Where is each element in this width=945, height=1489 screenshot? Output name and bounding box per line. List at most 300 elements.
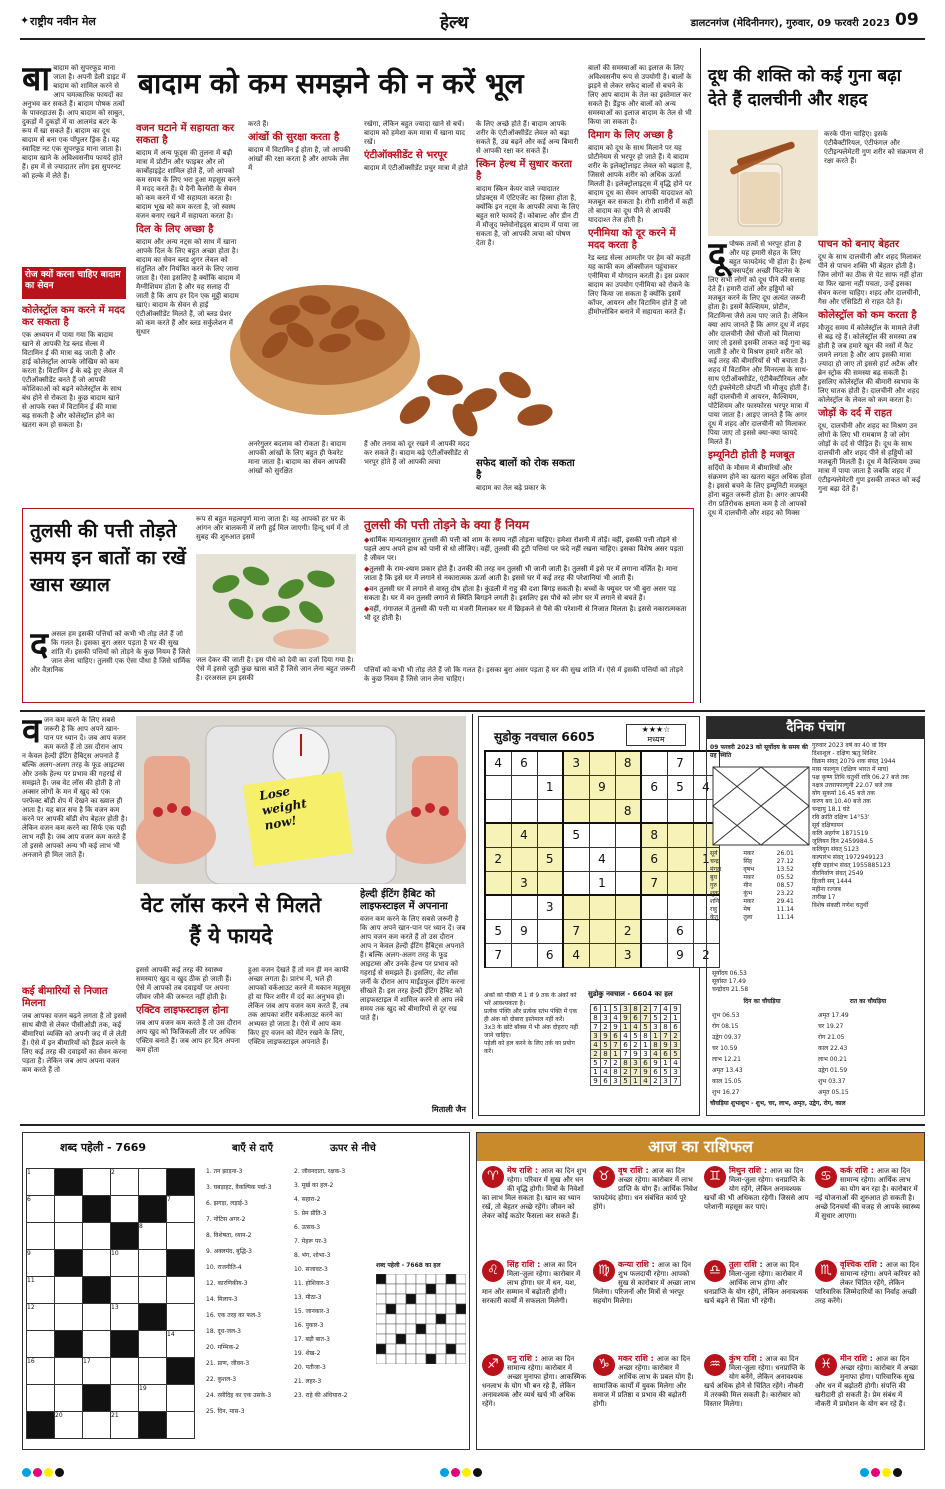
crossword-cell[interactable] xyxy=(83,1223,111,1250)
crossword-prev-grid xyxy=(376,1274,466,1364)
sudoku-solution-cell: 7 xyxy=(631,1068,641,1077)
down-clues xyxy=(294,1168,374,1446)
crossword-solution-cell xyxy=(436,1294,446,1304)
crossword-cell[interactable] xyxy=(111,1331,139,1358)
sudoku-solution-cell: 2 xyxy=(661,1014,671,1023)
across-clue: 25. दिन, मास-3 xyxy=(206,1408,245,1415)
crossword-cell[interactable] xyxy=(139,1277,167,1304)
crossword-cell[interactable] xyxy=(111,1196,139,1223)
rashi-card xyxy=(704,1354,809,1442)
sudoku-solution-cell: 5 xyxy=(641,1023,651,1032)
crossword-cell[interactable]: 2 xyxy=(111,1169,139,1196)
almond-col-4b: हैं और तनाव को दूर रखने में आपकी मदद कर सकते हैं। बादाम बढ़े एंटीऑक्सीडेंट से भरपूर होते हैं जो आपकी त्वचा xyxy=(364,440,470,466)
crossword-cell[interactable]: 16 xyxy=(27,1358,55,1385)
crossword-cell[interactable] xyxy=(55,1277,83,1304)
crossword-cell[interactable] xyxy=(139,1331,167,1358)
tulsi-headline: तुलसी की पत्ती तोड़ते समय इन बातों का रखें खास ख्याल xyxy=(30,520,186,596)
sudoku-solution-cell: 9 xyxy=(631,1050,641,1059)
down-clue: 4. सहारा-2 xyxy=(294,1196,321,1203)
panchang-line: विक्रम संवत् 2079 शक संवत् 1944 xyxy=(812,758,896,765)
masthead xyxy=(0,0,945,42)
sudoku-cell: 4 xyxy=(589,847,615,871)
sudoku-cell xyxy=(589,943,615,967)
across-clue: 10. राजनीति-4 xyxy=(206,1264,242,1271)
crossword-cell[interactable] xyxy=(55,1304,83,1331)
cinnamon-headline: दूध की शक्ति को कई गुना बढ़ा देते हैं दालचीनी और शहद xyxy=(708,66,902,110)
weight-col-4: हेल्दी ईटिंग हैबिट को लाइफस्टाइल में अपनाना वजन कम करने के लिए सबसे जरूरी है कि आप अपने खान-पान पर ध्यान दें। जब आप वजन कम करते हैं तो उस दौरान आप न केवल हेल्दी ईटिंग हैबिट्स अपनाते हैं। बल्कि अलग-अलग तरह के फूड आइटम्स और उनके हेल्थ पर प्रभाव को गहराई से समझते हैं। इसलिए, वेट लॉस जर्नी के दौरान आप माईंडफुल ईटिंग करना सीखते हैं। इस तरह हेल्दी ईटिंग हैबिट को लाइफस्टाइल में शामिल करने से आप लंबे समय तक खुद को बीमारियों से दूर रख पाते हैं। xyxy=(360,889,466,1022)
sudoku-solution-cell: 8 xyxy=(621,1059,631,1068)
sudoku-cell xyxy=(667,799,693,823)
crossword-cell[interactable] xyxy=(55,1331,83,1358)
sudoku-cell xyxy=(485,823,511,847)
sudoku-solution-cell: 1 xyxy=(601,1005,611,1014)
crossword-cell[interactable] xyxy=(55,1385,83,1412)
sudoku-solution-cell: 3 xyxy=(671,1068,681,1077)
crossword-solution-cell xyxy=(406,1294,416,1304)
sudoku-solution-cell: 9 xyxy=(611,1023,621,1032)
sudoku-cell: 7 xyxy=(563,919,589,943)
rashi-text: आज का दिन मिला-जुला रहेगा। धनप्राप्ति के योग बनेंगे, लेकिन अनावश्यक खर्च अधिक होने से चिंतित रहेंगे। नौकरी में तरक्की मिल सकती है। कारोबार को विस्तार मिलेगा। xyxy=(704,1355,805,1408)
panchang-line: वीरनिर्वाण संवत् 2549 xyxy=(812,870,864,877)
crossword-solution-cell xyxy=(426,1284,436,1294)
crossword-solution-cell xyxy=(376,1284,386,1294)
across-clues xyxy=(206,1168,292,1446)
crossword-cell[interactable] xyxy=(167,1250,195,1277)
crossword-solution-cell xyxy=(456,1354,466,1364)
sudoku-solution-cell: 9 xyxy=(671,1005,681,1014)
panchang-line: रवि क्रांति दक्षिण 14°53' xyxy=(812,814,870,821)
crossword-cell[interactable] xyxy=(111,1277,139,1304)
crossword-solution-cell xyxy=(436,1334,446,1344)
sudoku-cell: 2 xyxy=(615,919,641,943)
sudoku-cell: 8 xyxy=(615,799,641,823)
crossword-cell[interactable] xyxy=(55,1223,83,1250)
crossword-cell[interactable]: 7 xyxy=(167,1196,195,1223)
crossword-cell[interactable] xyxy=(139,1412,167,1439)
crossword-cell[interactable] xyxy=(111,1358,139,1385)
crossword-cell[interactable] xyxy=(167,1223,195,1250)
sudoku-cell xyxy=(641,919,667,943)
crossword-cell[interactable] xyxy=(167,1358,195,1385)
sudoku-cell: 7 xyxy=(485,943,511,967)
column-rule xyxy=(700,48,701,703)
crossword-cell[interactable] xyxy=(167,1277,195,1304)
sudoku-cell: 3 xyxy=(511,871,537,895)
almond-headline: बादाम को कम समझने की न करें भूल xyxy=(138,67,524,100)
panchang-line: सृष्टि ग्रहारंभ संवत् 1955885123 xyxy=(812,862,891,869)
chog-row: चर 10.59 xyxy=(712,1045,738,1052)
planet-row: बुध मकर 05.52 xyxy=(710,874,794,881)
crossword-solution-cell xyxy=(406,1314,416,1324)
rashi-card xyxy=(815,1260,920,1348)
rashi-name: मीन राशि : xyxy=(840,1354,876,1363)
sudoku-solution-cell: 7 xyxy=(661,1032,671,1041)
down-clue: 10. सजावट-3 xyxy=(294,1266,328,1273)
crossword-solution-cell xyxy=(396,1304,406,1314)
sudoku-prev-title: सुडोकु नवचाल - 6604 का हल xyxy=(588,990,673,998)
sudoku-solution-cell: 8 xyxy=(601,1050,611,1059)
almond-intro: बाबादाम को सुपरफूड माना जाता है। अपनी डेली डाइट में बादाम को शामिल करने से आप चमत्कारिक फायदों का अनुभव कर सकते हैं। बादाम पोषक तत्वों के पावरहाउस हैं। आप बादाम को साबुत, दुकड़ों में दुकड़ों में या आलमंड बटर के रूप में खा सकते हैं। बादाम का दूध बादाम से बना एक पॉपुलर ड्रिंक है। यह स्वादिष्ट नट एक सुपरफूड माना जाता है। बादाम खाने के अविश्वसनीय फायदे होते हैं। हम में से ज्यादातर लोग इस सुपरनट को हल्के में लेते हैं। xyxy=(22,64,126,180)
sudoku-solution-cell: 6 xyxy=(591,1005,601,1014)
sudoku-solution-cell: 5 xyxy=(591,1059,601,1068)
sudoku-cell xyxy=(589,751,615,775)
crossword-solution-cell xyxy=(446,1354,456,1364)
tulsi-rules-title: तुलसी की पत्ती तोड़ने के क्या हैं नियम xyxy=(364,518,529,532)
crossword-cell[interactable] xyxy=(167,1304,195,1331)
tulsi-col-left: दअसल हम इसकी पत्तियों को कभी भी तोड़ लेते हैं जो कि गलत है। इसका बुरा असर पड़ता है घर की सुख शांति में। इसकी पत्तियों को तोड़ने के कुछ नियम हैं जिसे जान लेना चाहिए। तुलसी एक ऐसा पौधा है जिसे धार्मिक और वैज्ञानिक xyxy=(30,630,191,674)
planet-row: शनि मकर 29.41 xyxy=(710,898,794,905)
sudoku-solution-cell: 7 xyxy=(601,1059,611,1068)
sudoku-solution-cell: 5 xyxy=(661,1068,671,1077)
sudoku-cell xyxy=(563,799,589,823)
planet-row: गुरु मीन 08.57 xyxy=(710,882,794,889)
sudoku-solution-cell: 1 xyxy=(661,1059,671,1068)
panchang-line: कलियुग संवत् 5123 xyxy=(812,846,859,853)
sudoku-solution-cell: 5 xyxy=(601,1041,611,1050)
crossword-solution-cell xyxy=(396,1274,406,1284)
chog-row: चर 19.27 xyxy=(818,1023,844,1030)
crossword-cell[interactable]: 9 xyxy=(27,1250,55,1277)
crossword-cell[interactable] xyxy=(83,1304,111,1331)
planet-row: केतु तुला 11.14 xyxy=(710,914,794,921)
planet-row: मंगल वृषभ 13.52 xyxy=(710,866,794,873)
crossword-cell[interactable] xyxy=(167,1412,195,1439)
sudoku-cell xyxy=(615,895,641,919)
rashi-card xyxy=(482,1166,587,1254)
crossword-cell[interactable] xyxy=(27,1385,55,1412)
sudoku-cell xyxy=(589,919,615,943)
crossword-solution-cell xyxy=(396,1294,406,1304)
zodiac-icon: ♏ xyxy=(815,1260,837,1282)
tulsi-col-mid-bot: जल देकर की जाती है। इस पौधे को देवी का दर्जा दिया गया है। ऐसे में इससे जुड़ी कुछ खास बातें हैं जिसे जान लेना बहुत जरूरी है। दरअसल हम इसकी xyxy=(196,656,356,682)
rashi-name: कन्या राशि : xyxy=(618,1260,658,1269)
sudoku-solution-cell: 4 xyxy=(631,1023,641,1032)
crossword-cell[interactable]: 10 xyxy=(111,1250,139,1277)
crossword-cell[interactable]: 13 xyxy=(111,1304,139,1331)
crossword-cell[interactable] xyxy=(83,1277,111,1304)
zodiac-icon: ♊ xyxy=(704,1166,726,1188)
crossword-solution-cell xyxy=(416,1304,426,1314)
rashi-text: आज का दिन सामान्य रहेगा। आर्थिक लाभ का योग बन रहा है। कारोबार में नई योजनाओं की शुरुआत हो सकती है। अच्छे दिनचर्या की वजह से आपके स्वास्थ्य में सुधार आएगा। xyxy=(815,1167,920,1220)
panchang-line: जूलियन दिन 2459984.5 xyxy=(812,838,874,845)
sudoku-solution-cell: 1 xyxy=(631,1077,641,1086)
crossword-solution-cell xyxy=(386,1324,396,1334)
crossword-cell[interactable] xyxy=(55,1169,83,1196)
crossword-solution-cell xyxy=(376,1294,386,1304)
almond-col-3: करते हैं। आंखों की सुरक्षा करता है बादाम में विटामिन ई होता है, जो आपकी आंखों की रक्षा करता है और आपके लेंस में xyxy=(248,120,351,172)
sudoku-cell xyxy=(537,871,563,895)
sudoku-solution-cell: 4 xyxy=(641,1077,651,1086)
paper-name: राष्ट्रीय नवीन मेल xyxy=(30,15,96,28)
panchang-line: नक्षत्र उत्तराफाल्गुनी 22.07 बजे तक xyxy=(812,782,893,789)
sudoku-solution-cell: 4 xyxy=(651,1050,661,1059)
rashi-card xyxy=(482,1260,587,1348)
crossword-solution-cell xyxy=(436,1274,446,1284)
crossword-cell[interactable]: 11 xyxy=(27,1277,55,1304)
down-clue: 16. पुकार-3 xyxy=(294,1322,324,1329)
crossword-cell[interactable] xyxy=(27,1412,55,1439)
crossword-cell[interactable] xyxy=(83,1412,111,1439)
crossword-cell[interactable] xyxy=(27,1223,55,1250)
sudoku-solution-cell: 6 xyxy=(621,1041,631,1050)
sudoku-cell xyxy=(615,775,641,799)
sudoku-cell xyxy=(563,775,589,799)
sudoku-solution-cell: 2 xyxy=(641,1005,651,1014)
almond-col-3b: अनरेगुलर बदलाव को रोकता है। बादाम आपकी आंखों के लिए बहुत ही फेवरेट माना जाता है। बादाम का सेवन आपकी आंखों को सुरक्षित xyxy=(248,440,346,475)
crossword-title: शब्द पहेली - 7669 xyxy=(60,1141,147,1154)
almond-col-6: बालों की समस्याओं का इलाज के लिए अविश्वसनीय रूप से उपयोगी है। बालों के झड़ने से लेकर सफेद बालों से बचने के लिए आप बादाम के तेल का इस्तेमाल कर सकते हैं। डैंड्रफ और बालों को अन्य समस्याओं का इलाज बादाम के तेल से भी किया जा सकता है। दिमाग के लिए अच्छा है बादाम को दूध के साथ मिलाने पर यह प्रोटीनेयम से भरपूर हो जाते हैं। ये बादाम शरीर के इलेक्ट्रोलाइट लेवल को बढ़ाता है, जिससे आपके शरीर को अधिक ऊर्जा मिलती है। इलेक्ट्रोलाइट्स में वृद्धि होने पर बादाम दूध का सेवन आपकी याददाश्त को मजबूत कर सकता है। रोगी शारीरों में कहीं तो बादाम का दूध पीने से आपकी याददाश्त तेज होती है। एनीमिया को दूर करने में मदद करता है रेड ब्लड सेल्स आमतौर पर हेम को कहती यह काफी कम ऑक्सीजन पहुंचाकर एनीमिया में योगदान करती है। इस प्रकार बादाम का उपयोग एनीमिया को रोकने के लिए किया जा सकता है क्योंकि इसमें कॉपर, आयरन और विटामिन होते हैं जो हीमोग्लोबिन बनाने में सहायता करते हैं। xyxy=(588,64,693,316)
across-clue: 1. तन झाड़ना-3 xyxy=(206,1168,243,1175)
tulsi-rule: ◆ धार्मिक मान्यतानुसार तुलसी की पत्ती को शाम के समय नहीं तोड़ना चाहिए। हमेशा रोशनी में तोड़ें। वहीं, इसकी पत्ती तोड़ने से पहले आप अपने हाथ को पानी से धो लीजिए। वहीं, तुलसी की टूटी पत्तियां पर फंदे नहीं रखना चाहिए। इसका विशेष असर पड़ता है जीवन पर। xyxy=(364,536,688,563)
crossword-cell[interactable] xyxy=(55,1196,83,1223)
crossword-cell[interactable] xyxy=(139,1304,167,1331)
crossword-cell[interactable]: 12 xyxy=(27,1304,55,1331)
sudoku-cell: 1 xyxy=(537,775,563,799)
sudoku-solution-cell: 4 xyxy=(671,1059,681,1068)
crossword-cell[interactable] xyxy=(83,1331,111,1358)
sudoku-title: सुडोकु नवचाल 6605 xyxy=(494,730,595,744)
crossword-cell[interactable]: 6 xyxy=(27,1196,55,1223)
across-clue: 20. मम्भिक-2 xyxy=(206,1344,240,1351)
across-clue: 3. घबड़ाहट, वैकल्पिक पर्दा-3 xyxy=(206,1184,272,1191)
across-clue: 22. कुशल-3 xyxy=(206,1376,237,1383)
crossword-solution-cell xyxy=(396,1344,406,1354)
sudoku-solution-cell: 3 xyxy=(641,1050,651,1059)
sudoku-cell: 1 xyxy=(589,871,615,895)
rashi-name: सिंह राशि : xyxy=(507,1260,544,1269)
crossword-grid xyxy=(26,1168,195,1439)
crossword-cell[interactable]: 21 xyxy=(111,1412,139,1439)
sudoku-solution-cell: 3 xyxy=(621,1005,631,1014)
crossword-cell[interactable] xyxy=(139,1196,167,1223)
sudoku-solution-cell: 8 xyxy=(641,1032,651,1041)
cinnamon-right-col: करके पीना चाहिए। इसके एंटीबैक्टीरियल, एंटीफंगल और एंटीइन्फ्लेमेटरी गुण शरीर को संक्रमण से रक्षा करते हैं। xyxy=(824,130,924,165)
sudoku-solution-cell: 2 xyxy=(671,1032,681,1041)
sudoku-cell: 8 xyxy=(641,823,667,847)
chog-row: शुभ 06.53 xyxy=(712,1012,740,1019)
crossword-cell[interactable] xyxy=(167,1385,195,1412)
zodiac-icon: ♋ xyxy=(815,1166,837,1188)
sudoku-cell xyxy=(641,751,667,775)
crossword-solution-cell xyxy=(436,1354,446,1364)
crossword-cell[interactable] xyxy=(83,1196,111,1223)
crossword-solution-cell xyxy=(436,1314,446,1324)
sudoku-solution-cell: 3 xyxy=(631,1059,641,1068)
crossword-solution-cell xyxy=(386,1284,396,1294)
bird-logo-icon: ✦ xyxy=(20,14,30,27)
rashi-text: आज का दिन अच्छा रहेगा। कारोबार में आर्थिक लाभ के प्रबल योग हैं। सामाजिक कार्यों में युवक मिलेगा और समाज में प्रतिष्ठा व प्रभाव की बढ़ोतरी होगी। xyxy=(593,1355,694,1408)
crossword-solution-cell xyxy=(376,1354,386,1364)
crossword-solution-cell xyxy=(376,1334,386,1344)
rashi-name: धनु राशि : xyxy=(507,1354,541,1363)
rashi-card xyxy=(815,1354,920,1442)
crossword-solution-cell xyxy=(416,1354,426,1364)
crossword-cell[interactable]: 14 xyxy=(167,1331,195,1358)
sudoku-solution-cell: 7 xyxy=(591,1023,601,1032)
crossword-solution-cell xyxy=(456,1284,466,1294)
across-clue: 18. दूध-जल-3 xyxy=(206,1328,241,1335)
sudoku-solution-cell: 4 xyxy=(661,1005,671,1014)
panchang-line: तारीख 17 xyxy=(812,894,836,901)
crossword-cell[interactable] xyxy=(167,1169,195,1196)
panchang-line: हिजरी सन् 1444 xyxy=(812,878,852,885)
sudoku-solution-cell: 7 xyxy=(621,1050,631,1059)
crossword-cell[interactable] xyxy=(111,1385,139,1412)
sudoku-solution-cell: 9 xyxy=(651,1059,661,1068)
page-number: 09 xyxy=(895,10,919,30)
across-clue: 16. एक तरह का फल-3 xyxy=(206,1312,261,1319)
sudoku-cell xyxy=(485,895,511,919)
panchang-title: दैनिक पंचांग xyxy=(707,717,924,739)
crossword-solution-cell xyxy=(376,1304,386,1314)
down-clue: 11. होशियार-3 xyxy=(294,1280,330,1287)
down-clue: 2. जीवनदाता, रक्षक-3 xyxy=(294,1168,346,1175)
panchang-line: चन्द्रायु 18.1 घंटे xyxy=(812,806,850,813)
sudoku-cell xyxy=(589,895,615,919)
weight-col-3: हुआ वजन देखते हैं तो मन ही मन काफी अच्छा लगता है। प्रारंभ में, भले ही आपको वर्कआउट करने में थकान महसूस हो या फिर शरीर में दर्द का अनुभव हो। लेकिन जब आप वजन कम करते हैं, तब तक आपका शरीर वर्कआउट करने का अभ्यस्त हो जाता है। ऐसे में आप कम किए हुए वजन को मेंटेन रखने के लिए, एक्टिव लाइफस्टाइल अपनाते हैं। xyxy=(248,966,351,1046)
chog-row: लाभ 12.21 xyxy=(712,1056,741,1063)
why-box: रोज क्यों करना चाहिए बादाम का सेवन xyxy=(22,267,126,299)
crossword-solution-cell xyxy=(426,1294,436,1304)
sudoku-solution-cell: 7 xyxy=(671,1077,681,1086)
sudoku-cell: 6 xyxy=(641,847,667,871)
crossword-solution-cell xyxy=(416,1274,426,1284)
crossword-solution-cell xyxy=(376,1344,386,1354)
crossword-solution-cell xyxy=(446,1304,456,1314)
sudoku-rules: अंकों को पंक्ति में 1 से 9 तक के अंकों को भरें आवश्यकता है। प्रत्येक पंक्ति और प्रत्येक स्तंभ पंक्ति में एक ही अंक को दोबारा इस्तेमाल नहीं करें। 3x3 के छोटे बॉक्स में भी अंक दोहराए नहीं जाने चाहिए। पहेली को हल करने के लिए तर्क का प्रयोग करें। xyxy=(484,992,578,1055)
tulsi-col-bottom: पत्तियों को कभी भी तोड़ लेते हैं जो कि गलत है। इसका बुरा असर पड़ता है घर की सुख शांति में। ऐसे में इसकी पत्तियों को तोड़ने के कुछ नियम हैं जिसे जान लेना चाहिए। xyxy=(364,666,683,683)
sudoku-solution-cell: 4 xyxy=(621,1032,631,1041)
crossword-cell[interactable] xyxy=(27,1331,55,1358)
rashi-text: आज का दिन सामान्य रहेगा। कारोबार में अच्छा मुनाफा होगा। आकस्मिक धनलाभ के योग भी बन रहे हैं, लेकिन अनावश्यक और व्यर्थ खर्च भी अधिक रहेंगे। xyxy=(482,1355,586,1408)
crossword-cell[interactable]: 20 xyxy=(55,1412,83,1439)
sudoku-cell xyxy=(667,871,693,895)
column-rule xyxy=(472,714,473,1119)
rashi-card xyxy=(815,1166,920,1254)
crossword-solution-cell xyxy=(456,1314,466,1324)
crossword-cell[interactable]: 1 xyxy=(27,1169,55,1196)
sudoku-cell: 2 xyxy=(693,943,719,967)
sudoku-cell: 4 xyxy=(485,751,511,775)
crossword-cell[interactable]: 19 xyxy=(139,1385,167,1412)
sudoku-cell: 5 xyxy=(563,823,589,847)
sudoku-cell xyxy=(485,871,511,895)
rashi-text: आज का दिन अच्छा रहेगा। कारोबार में अच्छा मुनाफा होगा। पारिवारिक सुख और धन में बढ़ोतरी होगी। संपत्ति की खरीदारी हो सकती है। प्रेम संबंध में नौकरी में प्रमोशन के योग बन रहे हैं। xyxy=(815,1355,918,1408)
down-clue: 6. उत्सव-3 xyxy=(294,1224,321,1231)
crossword-cell[interactable] xyxy=(55,1250,83,1277)
crossword-cell[interactable]: 17 xyxy=(83,1358,111,1385)
zodiac-icon: ♉ xyxy=(593,1166,615,1188)
crossword-solution-cell xyxy=(426,1354,436,1364)
crossword-solution-cell xyxy=(396,1324,406,1334)
planet-table xyxy=(710,850,810,990)
rashi-text: आज का दिन मिला-जुला रहेगा। कारोबार में आर्थिक लाभ होगा और धनप्राप्ति के योग रहेंगे, लेकिन अनावश्यक खर्च बढ़ने से चिंता भी रहेगी। xyxy=(704,1261,809,1305)
chog-row: लाभ 00.21 xyxy=(818,1056,847,1063)
crossword-cell[interactable] xyxy=(139,1250,167,1277)
sudoku-solution-cell: 6 xyxy=(661,1050,671,1059)
sudoku-solution-cell: 6 xyxy=(651,1068,661,1077)
sudoku-solution-cell: 4 xyxy=(611,1014,621,1023)
crossword-cell[interactable] xyxy=(55,1358,83,1385)
sudoku-cell: 9 xyxy=(589,775,615,799)
sudoku-solution-cell: 3 xyxy=(611,1077,621,1086)
section-rule xyxy=(20,1124,925,1126)
sudoku-solution-cell: 5 xyxy=(621,1077,631,1086)
sudoku-solution-cell: 3 xyxy=(601,1014,611,1023)
chog-footer: चौघड़िया शुभाशुभ - शुभ, चर, लाभ, अमृत, उद्वेग, रोग, काल xyxy=(710,1100,846,1107)
crossword-solution-cell xyxy=(436,1344,446,1354)
zodiac-icon: ♎ xyxy=(704,1260,726,1282)
sudoku-cell xyxy=(563,871,589,895)
sudoku-cell xyxy=(511,943,537,967)
sudoku-cell: 5 xyxy=(537,847,563,871)
panchang-line: सूर्य दक्षिणायन xyxy=(812,822,844,829)
rashi-text: आज का दिन शुभ फलदायी रहेगा। आपको सुख से कारोबार में अच्छा लाभ मिलेगा। परिजनों और मित्रों से भरपूर सहयोग मिलेगा। xyxy=(593,1261,696,1305)
crossword-cell[interactable] xyxy=(83,1250,111,1277)
sudoku-solution-cell: 3 xyxy=(651,1023,661,1032)
down-clue: 21. लहर-3 xyxy=(294,1378,322,1385)
crossword-solution-cell xyxy=(416,1314,426,1324)
tulsi-rule: ◆ तुलसी के राम-श्याम प्रकार होते हैं। उनकी की तरह वन तुलसी भी जानी जाती है। तुलसी में इसे पर में लगाना वर्जित है। माना जाता है कि इसे घर में लगाने से नकारात्मक ऊर्जा आती है। इससे घर में कई तरह की परेशानियां भी आती हैं। xyxy=(364,565,688,583)
sudoku-level: ★★★☆ मध्यम xyxy=(626,724,686,746)
crossword-cell[interactable] xyxy=(139,1169,167,1196)
down-clue: 5. प्रेम प्रीति-3 xyxy=(294,1210,327,1217)
crossword-solution-cell xyxy=(426,1334,436,1344)
sudoku-cell: 6 xyxy=(641,775,667,799)
almond-image xyxy=(215,205,595,445)
rashi-card xyxy=(482,1354,587,1442)
crossword-cell[interactable] xyxy=(83,1385,111,1412)
rashi-card xyxy=(593,1354,698,1442)
crossword-prev-title: शब्द पहेली - 7668 का हल xyxy=(376,1262,441,1269)
sudoku-solution-cell: 4 xyxy=(591,1041,601,1050)
weight-col-1b: कई बीमारियों से निजात मिलना जब आपका वजन बढ़ने लगता है तो इससे साथ बीपी से लेकर पीसीओडी तक, कई बीमारियां व्यक्ति को अपनी जद में ले लेती हैं। ऐसे में इन बीमारियों को हैंडल करने के लिए कई तरह की दवाइयों का सेवन करना पड़ता है। लेकिन जब आप अपना वजन कम करते हैं तो xyxy=(22,986,127,1074)
almond-col-4: रखेगा, लेकिन बहुत ज्यादा खाने से बचें। बादाम को हमेशा कम मात्रा में खाना याद रखें। एंटीऑक्सीडेंट से भरपूर बादाम में एंटीऑक्सीडेंट प्रचुर मात्रा में होते xyxy=(364,120,468,172)
sudoku-solution-cell: 9 xyxy=(621,1014,631,1023)
sudoku-solution-cell: 4 xyxy=(601,1068,611,1077)
crossword-solution-cell xyxy=(436,1304,446,1314)
crossword-solution-cell xyxy=(426,1324,436,1334)
crossword-solution-cell xyxy=(416,1334,426,1344)
sudoku-solution-cell: 2 xyxy=(621,1068,631,1077)
planet-row: शुक्र कुंभ 23.22 xyxy=(710,890,794,897)
crossword-solution-cell xyxy=(406,1274,416,1284)
panchang-line: करण बव 10.40 बजे तक xyxy=(812,798,871,805)
weight-col-2: इससे आपकी कई तरह की स्वास्थ्य समस्याएं खुद व खुद ठीक हो जाती हैं। ऐसे में आपको तब दवाइयों पर अपना जीवन जीने की जरूरत नहीं होती है। एक्टिव लाइफस्टाइल होना जब आप वजन कम करते हैं तो उस दौरान आप खुद को फिजिकली तौर पर अधिक एक्टिव बनाते हैं। जब आप हर दिन अपना कम होता xyxy=(136,966,242,1054)
sudoku-solution-cell: 3 xyxy=(671,1041,681,1050)
rashifal-title: आज का राशिफल xyxy=(477,1133,924,1161)
across-head: बाएँ से दाएँ xyxy=(232,1143,273,1154)
crossword-solution-cell xyxy=(406,1344,416,1354)
night-chog-head: रात का चौघड़िया xyxy=(849,998,887,1005)
crossword-cell[interactable] xyxy=(139,1358,167,1385)
panchang-line: गुरुवार 2023 वर्ष का 40 वां दिन xyxy=(812,742,887,749)
crossword-cell[interactable] xyxy=(83,1169,111,1196)
crossword-solution-cell xyxy=(446,1334,456,1344)
stars-icon: ★★★☆ xyxy=(641,725,671,734)
across-clue: 24. रसीदिह का एक उसके-3 xyxy=(206,1392,272,1399)
crossword-solution-cell xyxy=(406,1304,416,1314)
down-clue: 3. मूर्ख का हल-2 xyxy=(294,1182,334,1189)
crossword-solution-cell xyxy=(416,1294,426,1304)
sudoku-solution-cell: 1 xyxy=(671,1014,681,1023)
crossword-cell[interactable] xyxy=(111,1223,139,1250)
sudoku-solution-cell: 8 xyxy=(651,1041,661,1050)
crossword-solution-cell xyxy=(456,1344,466,1354)
crossword-cell[interactable]: 8 xyxy=(139,1223,167,1250)
sudoku-solution-cell: 5 xyxy=(611,1005,621,1014)
crossword-solution-cell xyxy=(386,1344,396,1354)
